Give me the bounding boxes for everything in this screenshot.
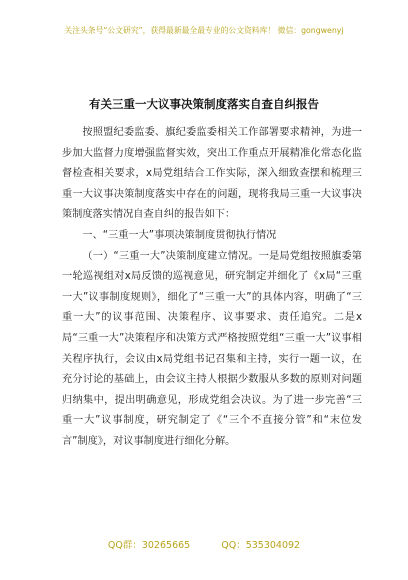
footer-contact [0,537,408,551]
footer-qq: QQ：535304092 [221,540,301,551]
section-heading: 一、“三重一大”事项决策制度贯彻执行情况 [82,229,277,241]
body-paragraph: （一）“三重一大”决策制度建立情况。一是局党组按照旗委第一轮巡视组对x局反馈的巡视意见，研究制定并细化了《x局“三重一大”议事制度规则》，细化了“三重一大”的具体内容，明确了“三重一大”的议事范围、决策程序、议事要求、责任追究。二是x局“三重一大”决策程序和决策方式严格按照党组“三重一大”议事相关程序执行，会议由x局党组书记召集和主持，实行一题一议，在充分讨论的基础上，由会议主持人根据少数服从多数的原则对问题归纳集中，提出明确意见，形成党组会决议。为了进一步完善“三重一大”议事制度，研究制定了《“三个不直接分管”和“末位发言”制度》，对议事制度进行细化分解。 [62,250,362,447]
header-banner: 关注头条号“公文研究”，获得最新最全最专业的公文资料库！ 微信：gongwenyj [64,26,344,35]
document-body [62,123,362,453]
intro-paragraph: 按照盟纪委监委、旗纪委监委相关工作部署要求精神，为进一步加大监督力度增强监督实效，突出工作重点开展精准化常态化监督检查相关要求，x局党组结合工作实际，深入细致查摆和梳理三重一大议事决策制度落实中存在的问题，现将我局三重一大议事决策制度落实情况自查自纠的报告如下： [62,127,362,221]
footer-qq-group: QQ群：30265665 [107,540,191,551]
document-title: 有关三重一大议事决策制度落实自查自纠报告 [89,97,319,111]
